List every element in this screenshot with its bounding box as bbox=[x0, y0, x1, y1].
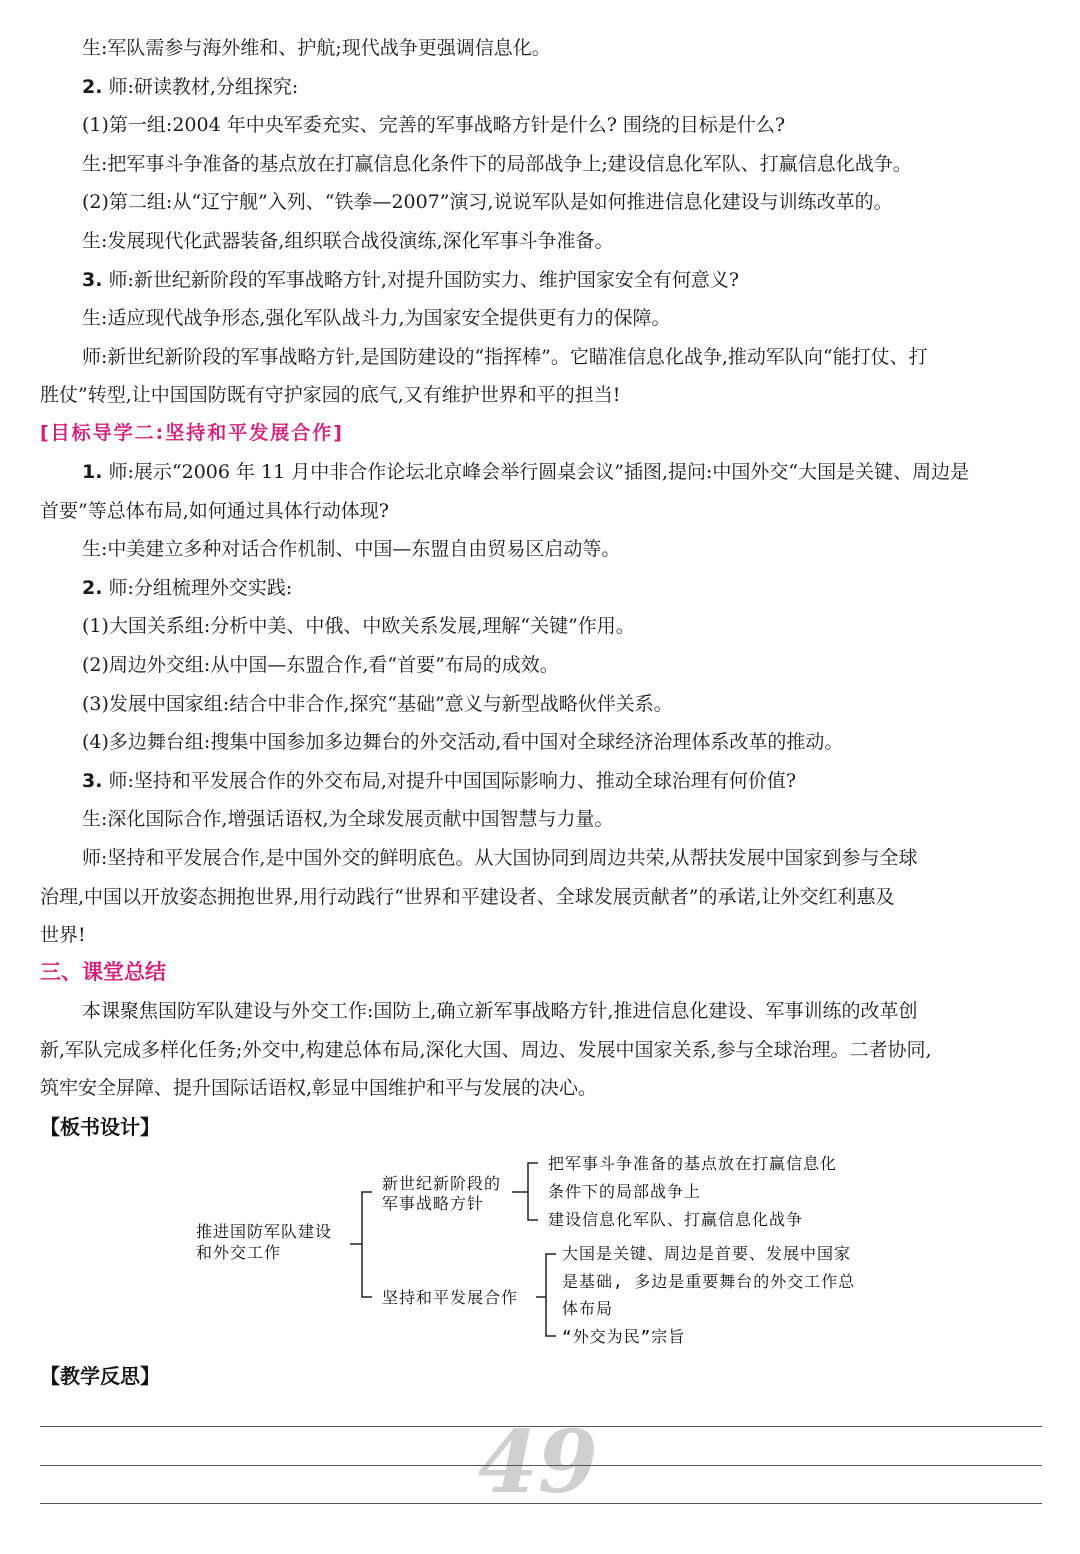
reflection-line bbox=[40, 1465, 1042, 1466]
line-text: 师:研读教材,分组探究: bbox=[102, 75, 299, 98]
board-branch1-line2: 军事战略方针 bbox=[382, 1194, 485, 1213]
line-text: 生:深化国际合作,增强话语权,为全球发展贡献中国智慧与力量。 bbox=[82, 808, 614, 831]
item-number: 2. bbox=[82, 576, 103, 599]
line-text: 生:适应现代战争形态,强化军队战斗力,为国家安全提供更有力的保障。 bbox=[82, 307, 671, 330]
line-text: (2)第二组:从“辽宁舰”入列、“铁拳—2007”演习,说说军队是如何推进信息化建设与训练改革的。 bbox=[82, 191, 893, 214]
line-text: (2)周边外交组:从中国—东盟合作,看“首要”布局的成效。 bbox=[82, 654, 559, 676]
line-text: 师:坚持和平发展合作的外交布局,对提升中国国际影响力、推动全球治理有何价值? bbox=[102, 769, 797, 792]
board-branch1-leaf2: 条件下的局部战争上 bbox=[548, 1182, 702, 1201]
board-branch2-leaf4: “外交为民”宗旨 bbox=[562, 1327, 686, 1346]
board-branch1-leaf1: 把军事斗争准备的基点放在打赢信息化 bbox=[548, 1154, 838, 1173]
line-text: 胜仗”转型,让中国国防既有守护家园的底气,又有维护世界和平的担当! bbox=[40, 384, 621, 407]
line-text: 师:新世纪新阶段的军事战略方针,是国防建设的“指挥棒”。它瞄准信息化战争,推动军队向“能打仗、打 bbox=[82, 345, 928, 368]
line-text: (1)第一组:2004 年中央军委充实、完善的军事战略方针是什么? 围绕的目标是什么? bbox=[82, 114, 786, 137]
line-text: (4)多边舞台组:搜集中国参加多边舞台的外交活动,看中国对全球经济治理体系改革的推动。 bbox=[82, 731, 844, 754]
line-text: (3)发展中国家组:结合中非合作,探究“基础”意义与新型战略伙伴关系。 bbox=[82, 692, 673, 715]
item-number: 2. bbox=[82, 75, 103, 98]
line-text: 师:分组梳理外交实践: bbox=[102, 576, 293, 599]
summary-line: 本课聚焦国防军队建设与外交工作:国防上,确立新军事战略方针,推进信息化建设、军事训练的改革创 bbox=[82, 1000, 918, 1022]
section2-heading: [目标导学二:坚持和平发展合作] bbox=[40, 422, 344, 444]
line-text: 首要”等总体布局,如何通过具体行动体现? bbox=[40, 499, 389, 522]
line-text: 生:中美建立多种对话合作机制、中国—东盟自由贸易区启动等。 bbox=[82, 538, 621, 561]
line-text: 师:坚持和平发展合作,是中国外交的鲜明底色。从大国协同到周边共荣,从帮扶发展中国家到参与全球 bbox=[82, 847, 918, 869]
line-text: 师:新世纪新阶段的军事战略方针,对提升国防实力、维护国家安全有何意义? bbox=[102, 268, 740, 291]
line-text: 生:军队需参与海外维和、护航;现代战争更强调信息化。 bbox=[82, 37, 551, 59]
item-number: 1. bbox=[82, 461, 103, 483]
line-text: 治理,中国以开放姿态拥抱世界,用行动践行“世界和平建设者、全球发展贡献者”的承诺,让外交红利惠及 bbox=[40, 885, 895, 908]
page-number: 49 bbox=[478, 1412, 598, 1513]
reflection-line bbox=[40, 1426, 1042, 1427]
board-design-heading: 【板书设计】 bbox=[40, 1115, 160, 1139]
reflection-line bbox=[40, 1503, 1042, 1504]
board-root-line2: 和外交工作 bbox=[196, 1243, 282, 1262]
reflection-heading: 【教学反思】 bbox=[40, 1364, 160, 1388]
board-branch2: 坚持和平发展合作 bbox=[382, 1288, 519, 1307]
board-branch2-leaf3: 体布局 bbox=[562, 1299, 614, 1318]
summary-line: 新,军队完成多样化任务;外交中,构建总体布局,深化大国、周边、发展中国家关系,参与全球治理。二者协同, bbox=[40, 1038, 932, 1061]
line-text: 生:发展现代化武器装备,组织联合战役演练,深化军事斗争准备。 bbox=[82, 230, 614, 252]
board-root-line1: 推进国防军队建设 bbox=[196, 1222, 333, 1241]
summary-line: 筑牢安全屏障、提升国际话语权,彰显中国维护和平与发展的决心。 bbox=[40, 1077, 598, 1100]
board-branch1-line1: 新世纪新阶段的 bbox=[382, 1174, 502, 1193]
section3-heading: 三、课堂总结 bbox=[40, 960, 166, 984]
board-branch2-leaf2: 是基础, 多边是重要舞台的外交工作总 bbox=[562, 1272, 856, 1291]
board-branch1-leaf3: 建设信息化军队、打赢信息化战争 bbox=[548, 1210, 804, 1229]
item-number: 3. bbox=[82, 769, 103, 792]
line-text: 师:展示“2006 年 11 月中非合作论坛北京峰会举行圆桌会议”插图,提问:中国外交“大国是关键、周边是 bbox=[102, 461, 970, 483]
item-number: 3. bbox=[82, 268, 103, 291]
line-text: 生:把军事斗争准备的基点放在打赢信息化条件下的局部战争上;建设信息化军队、打赢信息化战争。 bbox=[82, 152, 912, 175]
board-branch2-leaf1: 大国是关键、周边是首要、发展中国家 bbox=[562, 1244, 852, 1263]
line-text: 世界! bbox=[40, 924, 86, 947]
line-text: (1)大国关系组:分析中美、中俄、中欧关系发展,理解“关键”作用。 bbox=[82, 615, 635, 638]
